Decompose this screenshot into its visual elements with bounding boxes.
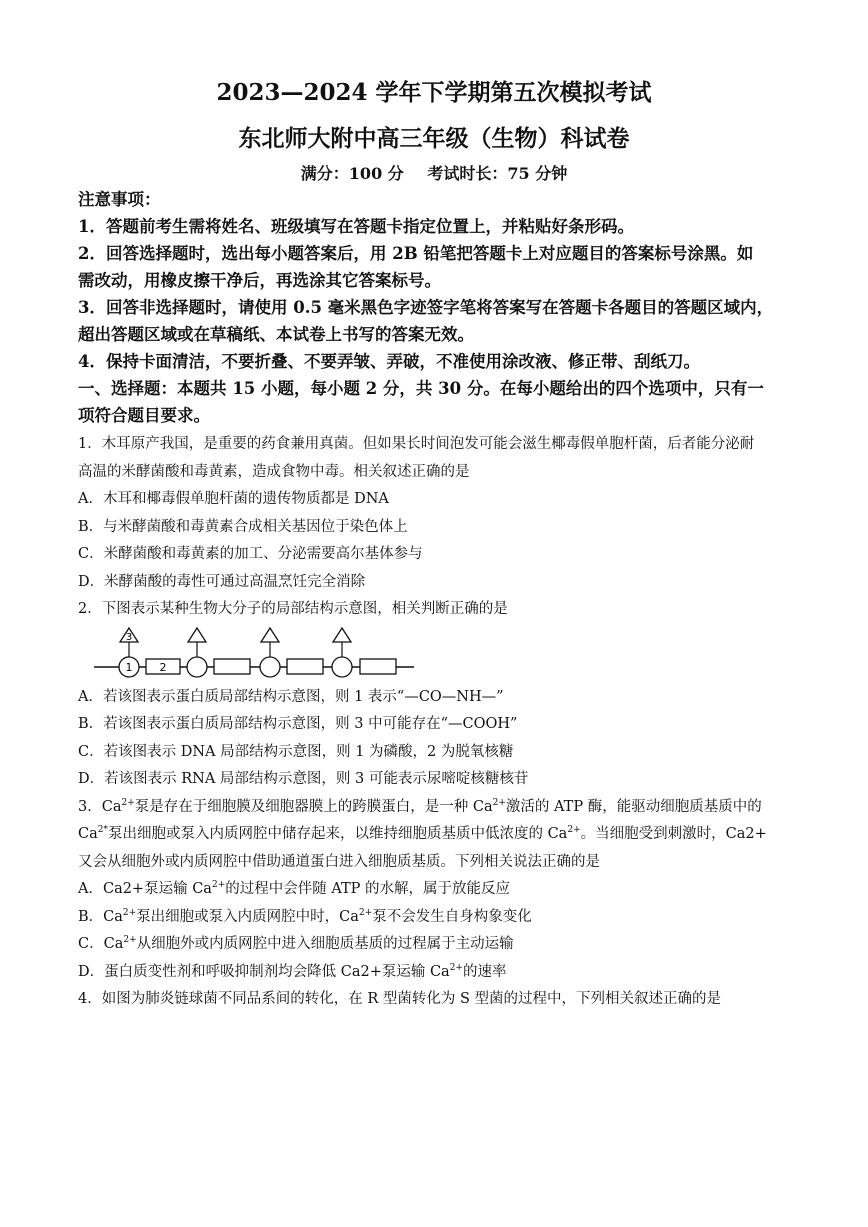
circle bbox=[260, 657, 280, 677]
rect bbox=[287, 659, 323, 674]
macromolecule-diagram bbox=[78, 624, 806, 684]
question-1-option-c: C．米酵菌酸和毒黄素的加工、分泌需要高尔基体参与 bbox=[78, 546, 423, 562]
question-1-stem: 1．木耳原产我国，是重要的药食兼用真菌。但如果长时间泡发可能会滋生椰毒假单胞杆菌，后者能分泌耐 bbox=[78, 436, 755, 452]
instruction-line: 3．回答非选择题时，请使用 0.5 毫米黑色字迹签字笔将答案写在答题卡各题目的答题区域内， bbox=[78, 298, 774, 317]
rect bbox=[214, 659, 250, 674]
instruction-line: 4．保持卡面清洁，不要折叠、不要弄皱、弄破，不准使用涂改液、修正带、刮纸刀。 bbox=[78, 352, 700, 371]
question-3-stem: 3．$Ca^{2+}$泵是存在于细胞膜及细胞器膜上的跨膜蛋白，是一种 $Ca^{2+}$激活的 ATP 酶，能驱动细胞质基质中的 bbox=[78, 797, 762, 815]
instruction-line: 1．答题前考生需将姓名、班级填写在答题卡指定位置上，并粘贴好条形码。 bbox=[78, 217, 634, 236]
instruction-line: 2．回答选择题时，选出每小题答案后，用 2B 铅笔把答题卡上对应题目的答案标号涂黑。如 bbox=[78, 244, 754, 263]
question-1-option-a: A．木耳和椰毒假单胞杆菌的遗传物质都是 DNA bbox=[78, 491, 389, 507]
rect bbox=[360, 659, 396, 674]
question-3-option-b: B．$Ca^{2+}$泵出细胞或泵入内质网腔中时，$Ca^{2+}$泵不会发生自身构象变化 bbox=[78, 907, 532, 925]
question-3-option-d: D．蛋白质变性剂和呼吸抑制剂均会降低 Ca2+泵运输 $Ca^{2+}$的速率 bbox=[78, 962, 507, 980]
exam-duration: 考试时长：75 分钟 bbox=[427, 164, 568, 183]
question-3-option-c: C．$Ca^{2+}$从细胞外或内质网腔中进入细胞质基质的过程属于主动运输 bbox=[78, 935, 514, 952]
question-1-stem: 高温的米酵菌酸和毒黄素，造成食物中毒。相关叙述正确的是 bbox=[78, 463, 470, 480]
structure-diagram-svg bbox=[94, 624, 434, 684]
question-2-option-c: C．若该图表示 DNA 局部结构示意图，则 1 为磷酸，2 为脱氧核糖 bbox=[78, 743, 514, 760]
question-3-option-a: A．Ca2+泵运输 $Ca^{2+}$的过程中会伴随 ATP 的水解，属于放能反应 bbox=[78, 880, 511, 897]
section-heading: 一、选择题：本题共 15 小题，每小题 2 分，共 30 分。在每小题给出的四个选项中，只有一 bbox=[78, 379, 764, 398]
instructions bbox=[78, 186, 806, 429]
triangle bbox=[188, 628, 206, 642]
question-1-option-d: D．米酵菌酸的毒性可通过高温烹饪完全消除 bbox=[78, 573, 366, 590]
questions bbox=[78, 431, 806, 1014]
question-2-stem: 2．下图表示某种生物大分子的局部结构示意图，相关判断正确的是 bbox=[78, 601, 508, 617]
instruction-line: 超出答题区域或在草稿纸、本试卷上书写的答案无效。 bbox=[78, 325, 474, 344]
question-2-option-a: A．若该图表示蛋白质局部结构示意图，则 1 表示“—CO—NH—” bbox=[78, 688, 504, 705]
circle bbox=[332, 657, 352, 677]
triangle bbox=[333, 628, 351, 642]
question-2-option-d: D．若该图表示 RNA 局部结构示意图，则 3 可能表示尿嘧啶核糖核苷 bbox=[78, 771, 529, 787]
label-2: 2 bbox=[159, 660, 167, 674]
full-score: 满分：100 分 bbox=[300, 164, 404, 183]
label-1: 1 bbox=[125, 660, 133, 674]
exam-info bbox=[0, 161, 868, 184]
exam-title: 2023—2024 学年下学期第五次模拟考试 bbox=[216, 79, 652, 106]
circle bbox=[187, 657, 207, 677]
question-4-stem: 4．如图为肺炎链球菌不同品系间的转化，在 R 型菌转化为 S 型菌的过程中，下列相关叙述正确的是 bbox=[78, 991, 722, 1007]
question-3-stem: 又会从细胞外或内质网腔中借助通道蛋白进入细胞质基质。下列相关说法正确的是 bbox=[78, 853, 600, 870]
question-1-option-b: B．与米酵菌酸和毒黄素合成相关基因位于染色体上 bbox=[78, 518, 408, 535]
exam-subtitle: 东北师大附中高三年级（生物）科试卷 bbox=[238, 125, 630, 152]
instruction-line: 注意事项： bbox=[78, 190, 161, 209]
question-2-option-b: B．若该图表示蛋白质局部结构示意图，则 3 中可能存在“—COOH” bbox=[78, 716, 518, 732]
label-3: 3 bbox=[125, 631, 133, 643]
section-heading: 项符合题目要求。 bbox=[78, 406, 210, 425]
triangle bbox=[261, 628, 279, 642]
instruction-line: 需改动，用橡皮擦干净后，再选涂其它答案标号。 bbox=[78, 271, 441, 290]
question-3-stem: $Ca^{2*}$泵出细胞或泵入内质网腔中储存起来，以维持细胞质基质中低浓度的 $Ca^{2+}$。当细胞受到刺激时，Ca2+ bbox=[78, 825, 767, 842]
